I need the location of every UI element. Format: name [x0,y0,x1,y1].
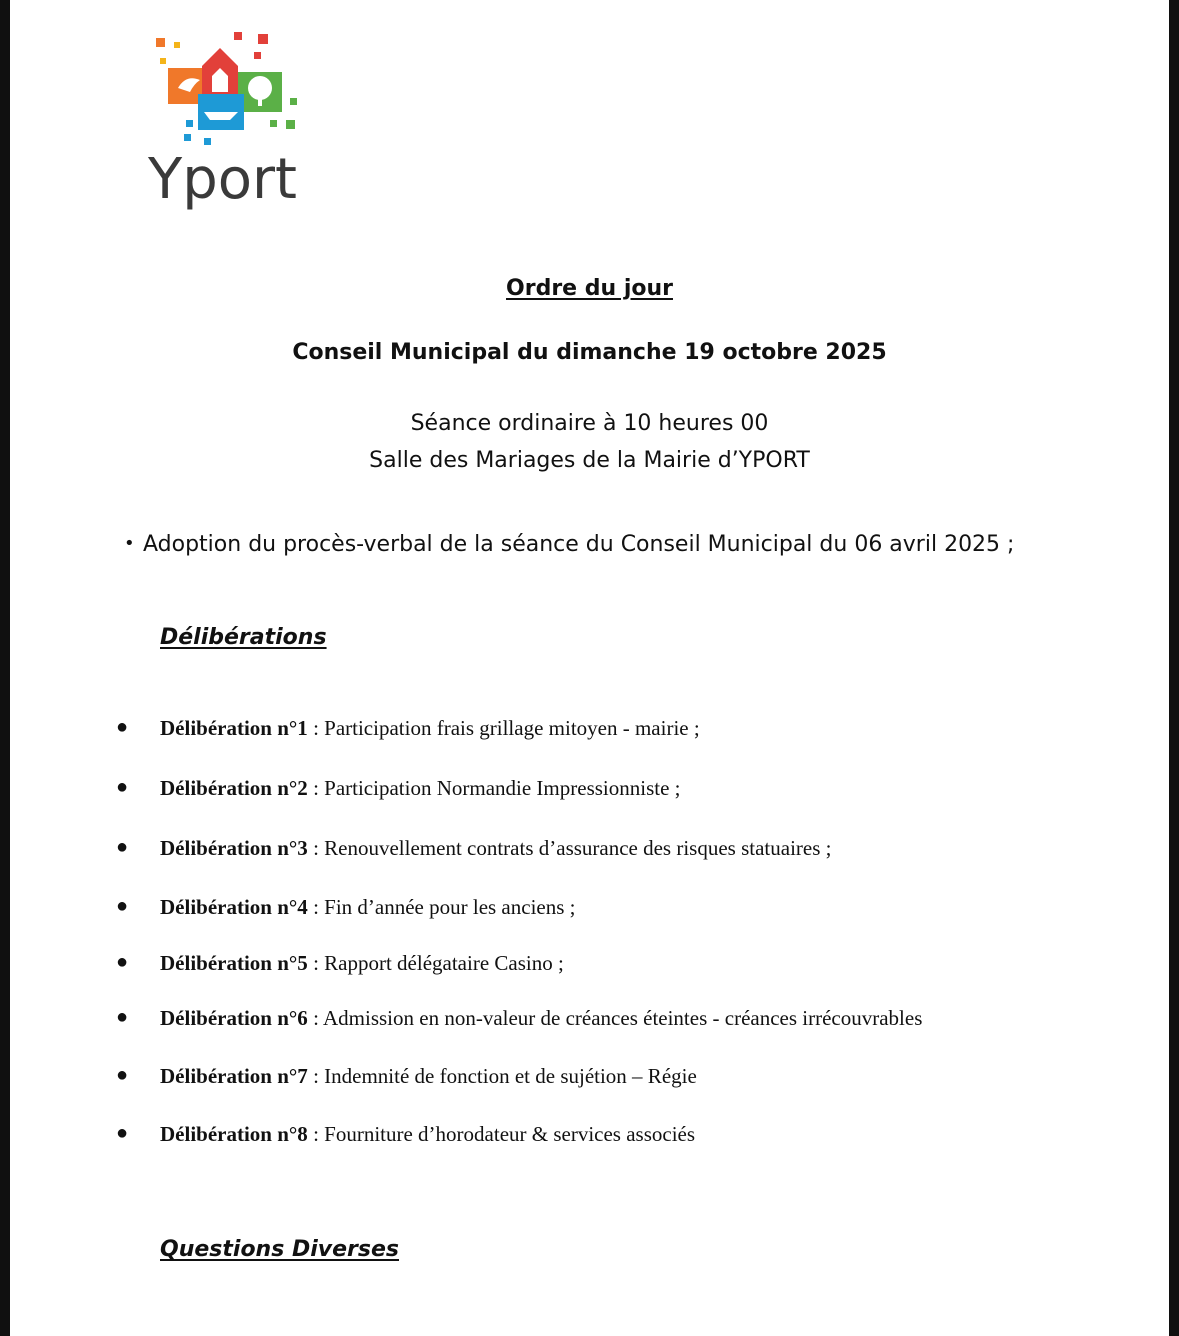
deliberation-entry [160,1006,922,1031]
deliberations-heading: Délibérations [160,625,327,650]
deliberation-number: Délibération n°3 [160,836,308,860]
deliberation-text: : Rapport délégataire Casino ; [307,951,564,975]
bullet-icon: ● [116,716,129,738]
deliberation-text: : Fin d’année pour les anciens ; [307,895,576,919]
deliberation-entry [160,836,832,861]
session-info [10,405,1169,479]
tree-trunk [258,94,262,106]
bullet-icon: • [124,533,135,554]
yport-logo-graphic [138,28,308,158]
deliberation-entry [160,895,576,920]
bullet-icon: ● [116,951,129,973]
logo-square [258,34,268,44]
deliberation-number: Délibération n°2 [160,776,308,800]
bullet-icon: ● [116,1006,129,1028]
council-meeting-title: Conseil Municipal du dimanche 19 octobre 2025 [292,340,887,365]
deliberation-number: Délibération n°7 [160,1064,308,1088]
deliberation-number: Délibération n°8 [160,1122,308,1146]
deliberation-text: : Indemnité de fonction et de sujétion – Régie [307,1064,697,1088]
deliberation-text: : Participation frais grillage mitoyen - mairie ; [307,716,700,740]
questions-diverses-heading: Questions Diverses [160,1237,399,1262]
logo-square [270,120,277,127]
bullet-icon: ● [116,836,129,858]
logo-square [204,138,211,145]
bullet-icon: ● [116,895,129,917]
logo-square [234,32,242,40]
bullet-icon: ● [116,776,129,798]
deliberation-number: Délibération n°5 [160,951,308,975]
deliberation-number: Délibération n°4 [160,895,308,919]
logo-square [290,98,297,105]
document-page [10,0,1169,1336]
deliberation-entry [160,716,700,741]
deliberation-text: : Fourniture d’horodateur & services associés [307,1122,696,1146]
deliberation-number: Délibération n°6 [160,1006,308,1030]
deliberation-text: : Admission en non-valeur de créances éteintes - créances irrécouvrables [307,1006,923,1030]
logo-square [160,58,166,64]
deliberation-entry [160,1122,695,1147]
logo-square [254,52,261,59]
page-title: Ordre du jour [506,276,673,301]
deliberation-number: Délibération n°1 [160,716,308,740]
logo-square [286,120,295,129]
pv-adoption-item [124,532,1014,557]
pv-adoption-text: Adoption du procès-verbal de la séance du Conseil Municipal du 06 avril 2025 ; [143,532,1015,557]
deliberation-text: : Renouvellement contrats d’assurance des risques statuaires ; [307,836,832,860]
deliberation-text: : Participation Normandie Impressionniste ; [307,776,681,800]
deliberation-entry [160,776,681,801]
bullet-icon: ● [116,1064,129,1086]
bullet-icon: ● [116,1122,129,1144]
session-location: Salle des Mariages de la Mairie d’YPORT [369,448,810,473]
deliberation-entry [160,951,564,976]
logo-square [184,134,191,141]
logo-square [156,38,165,47]
logo-wordmark: Yport [148,147,297,212]
logo-square [186,120,193,127]
logo-square [174,42,180,48]
session-time: Séance ordinaire à 10 heures 00 [410,411,769,436]
deliberation-entry [160,1064,697,1089]
yport-logo [138,28,308,218]
